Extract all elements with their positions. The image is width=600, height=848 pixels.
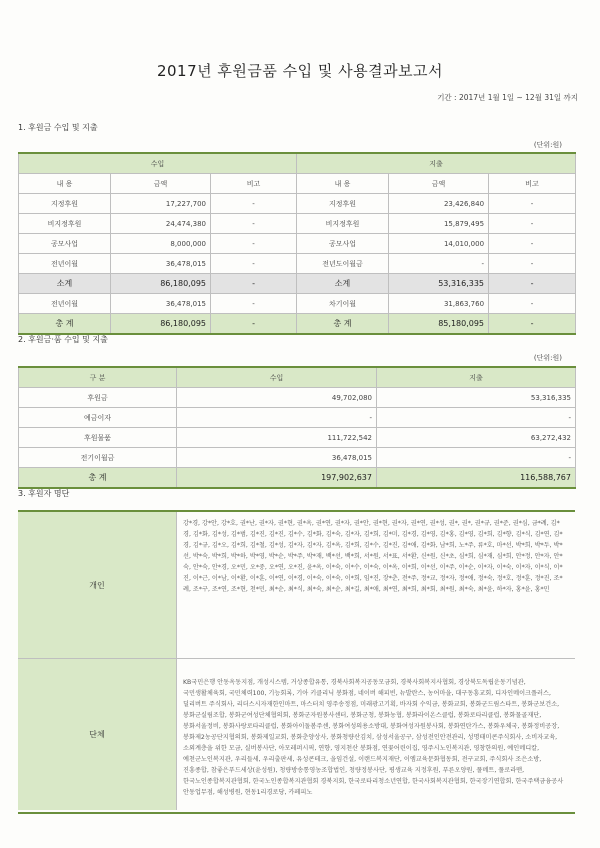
income-item: 공모사업 <box>19 234 111 254</box>
expense-item: 전년도이월금 <box>297 254 389 274</box>
total-row <box>19 314 576 335</box>
income-amount: 86,180,095 <box>111 274 211 294</box>
income-note: - <box>211 254 297 274</box>
organization-label: 단체 <box>18 659 177 810</box>
expense-note: - <box>489 294 576 314</box>
expense-amount: 23,426,840 <box>389 194 489 214</box>
income-item: 전년이월 <box>19 294 111 314</box>
income-amount: 86,180,095 <box>111 314 211 335</box>
document-title: 2017년 후원금품 수입 및 사용결과보고서 <box>156 62 444 80</box>
col-item: 내 용 <box>297 174 389 194</box>
expense-note: - <box>489 194 576 214</box>
row-kind: 전기이월금 <box>19 448 177 468</box>
section2-unit: (단위:원) <box>533 354 562 362</box>
table-column-header <box>19 367 576 388</box>
organization-sponsors-row <box>18 659 575 810</box>
row-kind: 예금이자 <box>19 408 177 428</box>
income-amount: 24,474,380 <box>111 214 211 234</box>
expense-item: 차기이월 <box>297 294 389 314</box>
section1-unit: (단위:원) <box>533 141 562 149</box>
income-note: - <box>211 274 297 294</box>
col-item: 내 용 <box>19 174 111 194</box>
row-expense: 116,588,767 <box>377 468 576 489</box>
expense-note: - <box>489 234 576 254</box>
income-amount: 8,000,000 <box>111 234 211 254</box>
organization-names: KB국민은행 안동옥동지점, 개성시스템, 거상종합유통, 경북사회복지공동모금회, 경북사회복지사협회, 경상북도독립운동기념관, 국민생활체육회, 국민체력100, 기능회록, 기아 키클리닉 봉화점, 네이버 해피빈, 뉴발란스, 농어마을, 대구동흥교회, 디자인메이크플러스, 딜리버트 주식회사, 리더스시자재한인마트, 마스터치 영주송정점, 미래광고기획, 바자회 수익금, 봉화교회, 봉화군드림스타트, 봉화군보건소, 봉화군실림조합, 봉화군여성단체협의회, 봉화군자원봉사센터, 봉화군청, 봉화농협, 봉화라이온스클럽, 봉화로타리클럽, 봉화물골재단, 봉화서울정비, 봉화사랑로타리클럽, 봉화아이돌봄주센, 봉화여성의용소방대, 봉화여성자원봉사회, 봉화연탄가스, 봉화우체국, 봉화정비공장, 봉화제2농공단지협의회, 봉화제일교회, 봉화춘양상사, 봉화청량산김치, 삼성서울공구, 삼성전인안전관리, 성명태미콘주식회사, 소비자교육, 소외계층을 위한 모금, 실버봉사단, 아모레퍼시픽, 연향, 영지천산 봉화점, 연꽃어린이집, 영주시노인복지관, 영창한의원, 예인메디칼, 예천군노인복지관, 우리들세, 우리출판세, 유성콘테크, 을임건설, 이랜드복지재단, 이엠교육문화협동회, 전구교회, 주식회사 조은소방, 진흥종합, 참좋은푸드세상(윤성원), 청량방송통영농조합법인, 청량정봉사단, 평생교육 지정후원, 푸른오양원, 풀메트, 풀로라맨, 한국노인종합복지관협회, 한국노인종합복지관협회 경북지회, 한국로타리청소년연합, 한국사회복지관협회, 한국장기연합회, 한국주택금융공사 안동업무점, 해성병원, 현동1리경로당, 카페피노 <box>183 679 564 796</box>
expense-amount: 85,180,095 <box>389 314 489 335</box>
table-column-header <box>19 174 576 194</box>
expense-note: - <box>489 274 576 294</box>
sponsor-list <box>18 510 575 814</box>
total-row <box>19 468 576 489</box>
individual-label: 개인 <box>18 512 177 658</box>
income-header: 수입 <box>19 153 297 174</box>
table-row <box>19 254 576 274</box>
section3-heading: 3. 후원자 명단 <box>18 489 70 498</box>
section2-heading: 2. 후원금·품 수입 및 지출 <box>18 335 108 344</box>
table-row <box>19 408 576 428</box>
income-note: - <box>211 214 297 234</box>
expense-header: 지출 <box>297 153 576 174</box>
col-amount: 금액 <box>111 174 211 194</box>
carryover-row <box>19 294 576 314</box>
expense-note: - <box>489 254 576 274</box>
row-expense: - <box>377 448 576 468</box>
expense-amount: 53,316,335 <box>389 274 489 294</box>
table-row <box>19 428 576 448</box>
section1-heading: 1. 후원금 수입 및 지출 <box>18 123 98 132</box>
col-note: 비고 <box>211 174 297 194</box>
expense-amount: 14,010,000 <box>389 234 489 254</box>
goods-income-expense-table <box>18 366 576 489</box>
col-expense: 지출 <box>377 367 576 388</box>
col-kind: 구 분 <box>19 367 177 388</box>
row-income: 49,702,080 <box>177 388 377 408</box>
subtotal-row <box>19 274 576 294</box>
row-expense: 53,316,335 <box>377 388 576 408</box>
table-row <box>19 194 576 214</box>
table-row <box>19 214 576 234</box>
row-income: - <box>177 408 377 428</box>
income-note: - <box>211 234 297 254</box>
expense-note: - <box>489 314 576 335</box>
income-expense-table <box>18 152 576 335</box>
income-item: 전년이월 <box>19 254 111 274</box>
income-amount: 36,478,015 <box>111 254 211 274</box>
income-note: - <box>211 314 297 335</box>
row-kind: 총 계 <box>19 468 177 489</box>
income-amount: 36,478,015 <box>111 294 211 314</box>
income-note: - <box>211 194 297 214</box>
row-income: 111,722,542 <box>177 428 377 448</box>
income-item: 비지정후원 <box>19 214 111 234</box>
row-kind: 후원금 <box>19 388 177 408</box>
expense-amount: 31,863,760 <box>389 294 489 314</box>
individual-names: 강*경, 강*안, 강*호, 권*난, 권*자, 권*현, 권*옥, 권*연, 권*자, 권*안, 권*현, 권*자, 권*연, 권*성, 권*, 권*, 권*규, 권*준, 권*심, 금*례, 김*경, 김*화, 김*성, 김*범, 김*진, 김*진, 김*수, 김*화, 김*숙, 김*자, 김*희, 김*미, 김*경, 김*영, 김*홍, 김*영, 김*희, 김*향, 김*식, 김*연, 김*경, 김*규, 김*오, 김*희, 김*철, 김*성, 김*자, 김*자, 김*옥, 김*희, 김*수, 김*진, 김*애, 김*화, 남*희, 노*주, 류*호, 마*선, 박*희, 박*두, 박*선, 박*숙, 박*희, 박*하, 박*영, 박*순, 박*주, 박*재, 백*선, 백*희, 서*원, 서*표, 서*환, 신*원, 신*초, 심*희, 심*재, 심*희, 안*정, 안*자, 안*숙, 안*숙, 안*경, 오*민, 오*중, 오*연, 오*진, 윤*옥, 이*숙, 이*수, 이*숙, 이*옥, 이*희, 이*선, 이*주, 이*순, 이*자, 이*숙, 이*자, 이*식, 이*진, 이*근, 이*남, 이*환, 이*훈, 이*연, 이*경, 이*숙, 이*숙, 이*희, 임*진, 장*춘, 전*주, 정*교, 정*자, 정*애, 정*숙, 정*호, 정*훈, 정*진, 조*례, 조*구, 조*연, 조*현, 천*민, 최*순, 최*식, 최*숙, 최*순, 최*길, 최*애, 최*연, 최*희, 최*회, 최*원, 최*숙, 최*윤, 하*자, 홍*윤, 홍*민 <box>183 520 563 593</box>
row-expense: - <box>377 408 576 428</box>
income-item: 소계 <box>19 274 111 294</box>
row-kind: 후원물품 <box>19 428 177 448</box>
expense-item: 지정후원 <box>297 194 389 214</box>
col-amount: 금액 <box>389 174 489 194</box>
table-row <box>19 448 576 468</box>
income-item: 총 계 <box>19 314 111 335</box>
expense-item: 소계 <box>297 274 389 294</box>
row-income: 36,478,015 <box>177 448 377 468</box>
individual-sponsors-row <box>18 512 575 659</box>
expense-item: 비지정후원 <box>297 214 389 234</box>
table-row <box>19 234 576 254</box>
expense-note: - <box>489 214 576 234</box>
expense-item: 총 계 <box>297 314 389 335</box>
expense-amount: 15,879,495 <box>389 214 489 234</box>
report-period: 기간 : 2017년 1월 1일 ~ 12월 31일 까지 <box>437 93 578 102</box>
expense-item: 공모사업 <box>297 234 389 254</box>
expense-amount: - <box>389 254 489 274</box>
col-income: 수입 <box>177 367 377 388</box>
table-row <box>19 388 576 408</box>
income-item: 지정후원 <box>19 194 111 214</box>
col-note: 비고 <box>489 174 576 194</box>
row-income: 197,902,637 <box>177 468 377 489</box>
income-amount: 17,227,700 <box>111 194 211 214</box>
row-expense: 63,272,432 <box>377 428 576 448</box>
income-note: - <box>211 294 297 314</box>
table-group-header <box>19 153 576 174</box>
